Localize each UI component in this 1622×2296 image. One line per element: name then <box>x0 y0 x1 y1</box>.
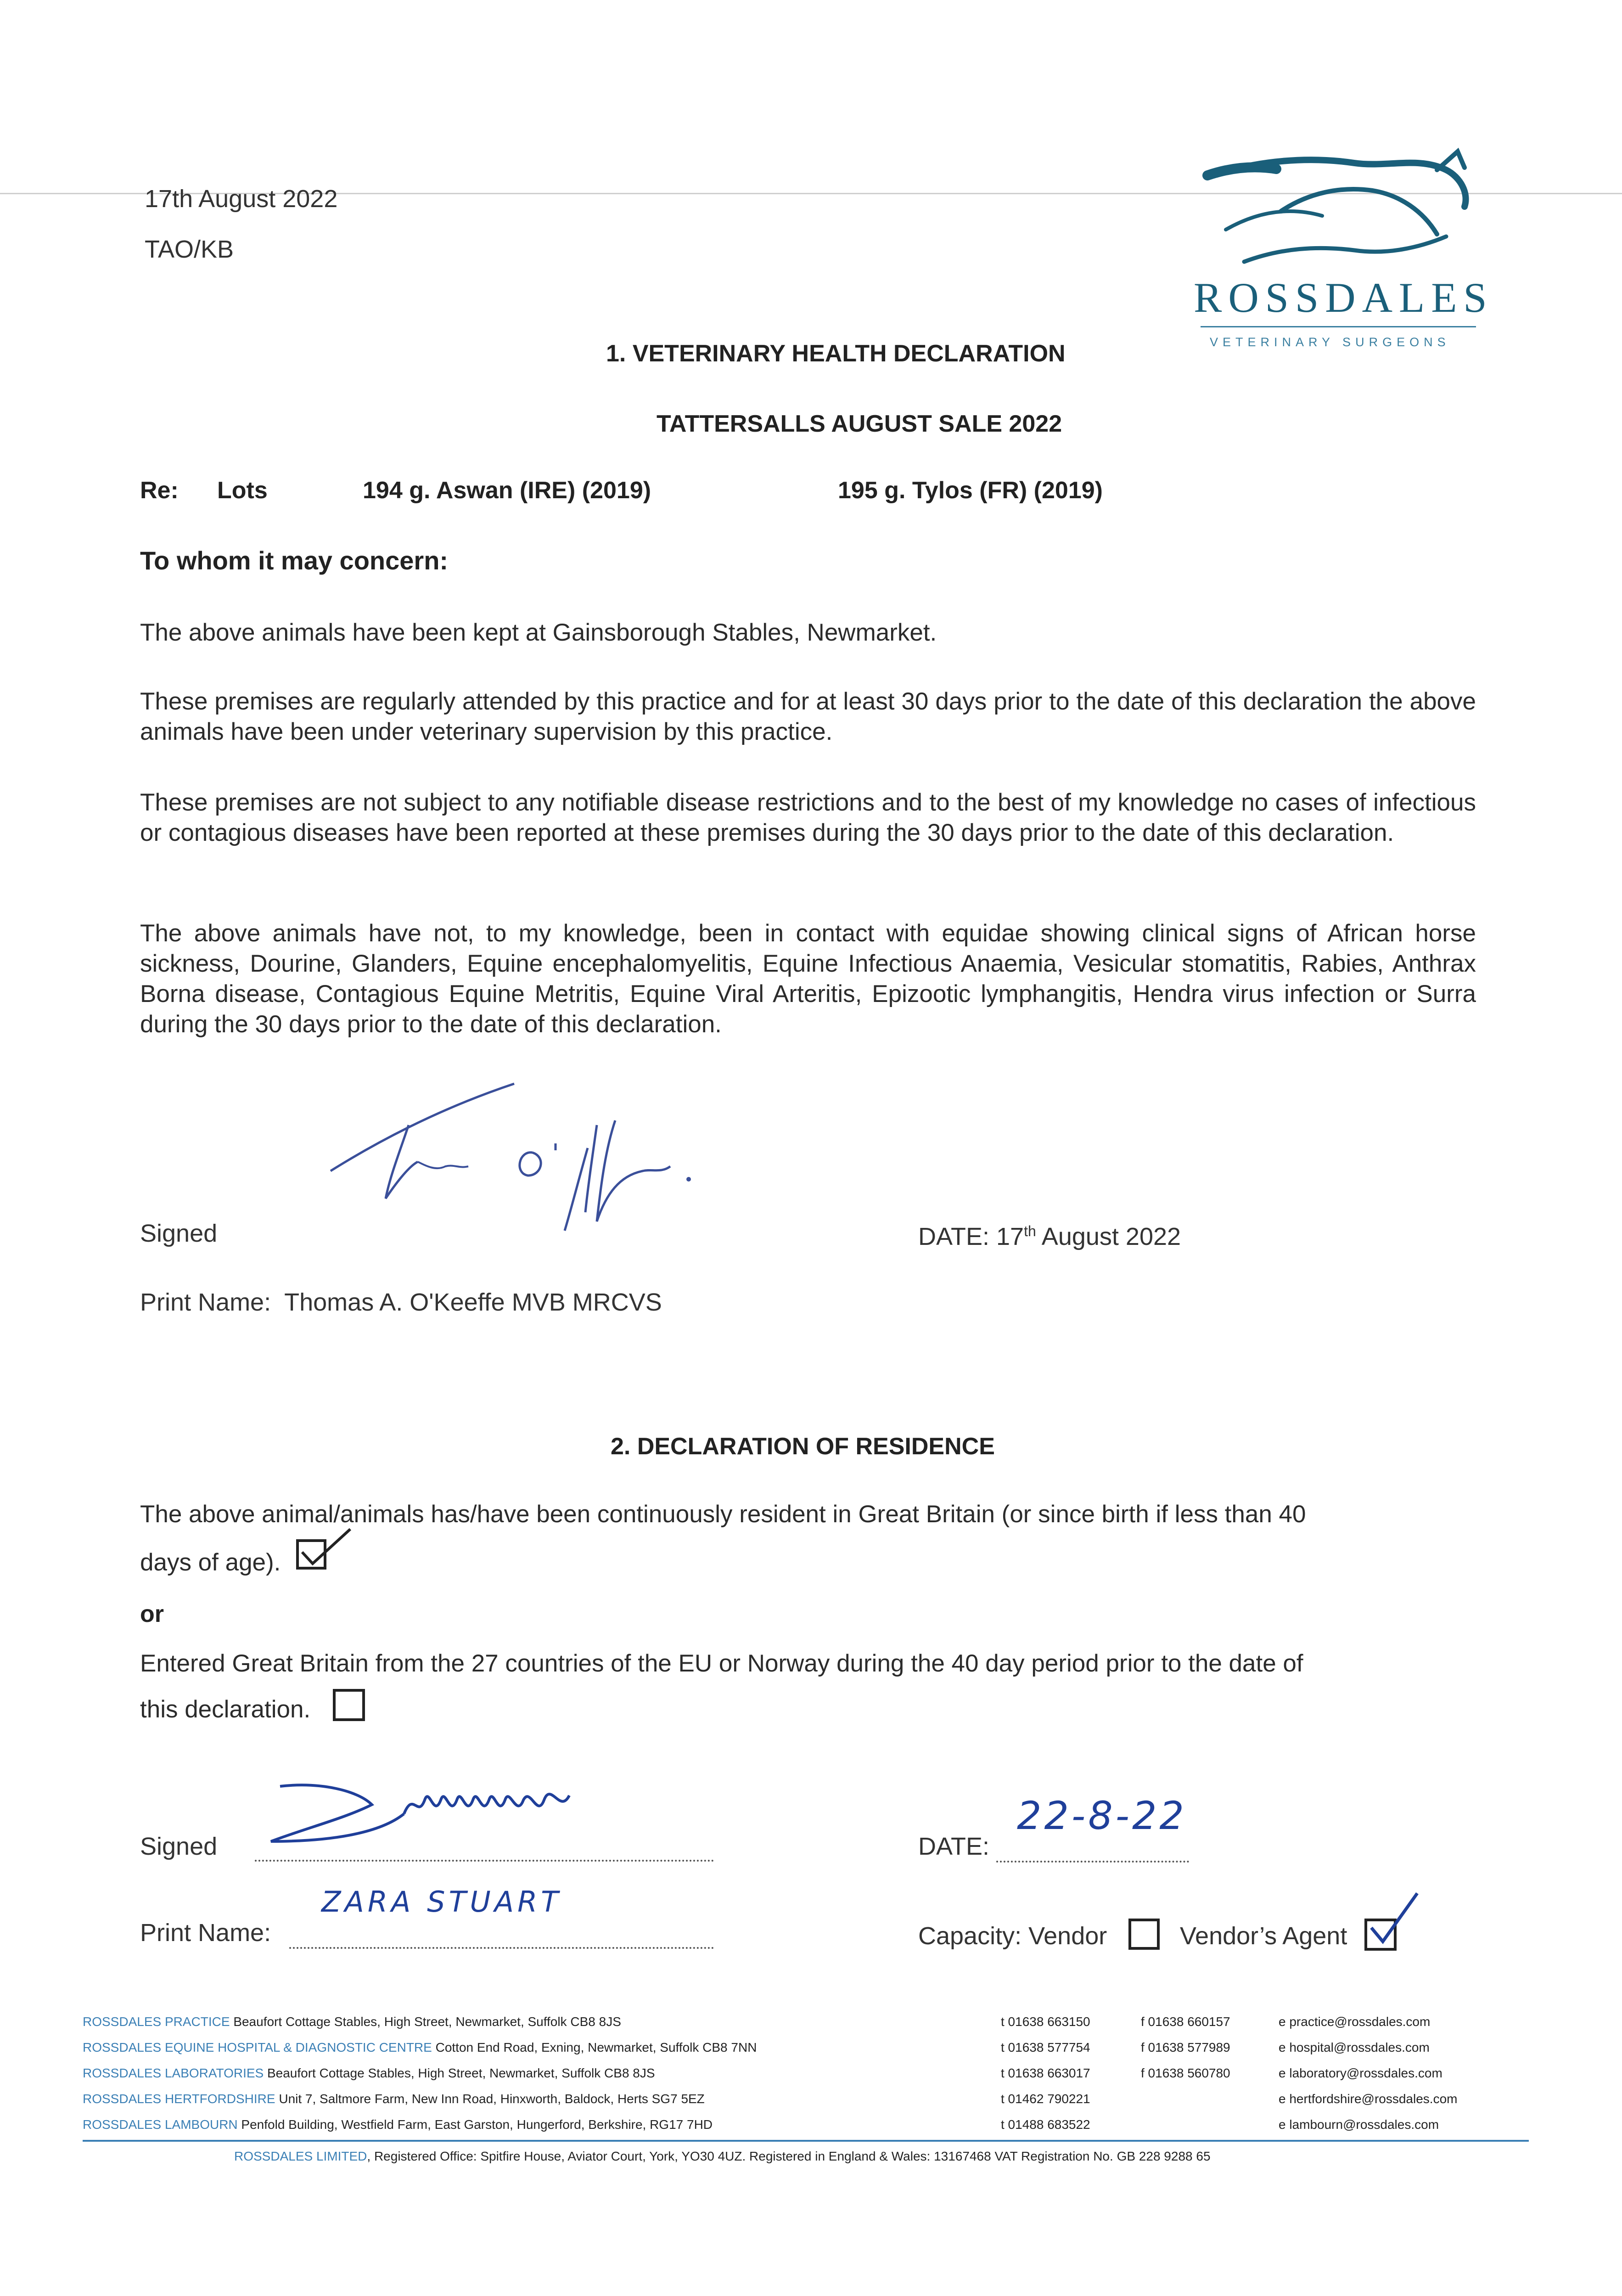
option2-checkbox[interactable] <box>333 1689 365 1721</box>
office-name: ROSSDALES LAMBOURN <box>83 2117 238 2132</box>
section1-print-name <box>140 1288 662 1317</box>
footer-office-row <box>83 2112 1552 2138</box>
office-address: Cotton End Road, Exning, Newmarket, Suffolk CB8 7NN <box>435 2040 757 2054</box>
rossdales-logo <box>1189 142 1493 358</box>
capacity-label: Capacity: Vendor <box>918 1922 1107 1950</box>
office-fax <box>1141 2086 1279 2112</box>
paragraph-restrictions: These premises are not subject to any notifiable disease restrictions and to the best of my knowledge no cases of infectious or contagious diseases have been reported at these premises during the 30 days prior to the date of this declaration. <box>140 789 1476 846</box>
office-email[interactable]: e hertfordshire@rossdales.com <box>1279 2092 1458 2106</box>
section1-title: 1. VETERINARY HEALTH DECLARATION <box>606 340 1066 367</box>
office-fax: f 01638 577989 <box>1141 2040 1230 2054</box>
office-tel: t 01638 577754 <box>1001 2040 1090 2054</box>
re-label: Re: <box>140 477 179 504</box>
office-email[interactable]: e hospital@rossdales.com <box>1279 2040 1430 2054</box>
footer-office-row <box>83 2060 1552 2086</box>
lots-label: Lots <box>217 477 268 504</box>
lot-2: 195 g. Tylos (FR) (2019) <box>838 477 1103 504</box>
section2-date-line <box>996 1861 1189 1863</box>
logo-divider <box>1201 326 1476 327</box>
office-tel: t 01638 663017 <box>1001 2066 1090 2080</box>
option1-checkbox[interactable] <box>296 1539 326 1570</box>
section1-date-day: 17 <box>996 1223 1024 1250</box>
office-name: ROSSDALES HERTFORDSHIRE <box>83 2092 275 2106</box>
section1-date <box>918 1222 1181 1251</box>
section1-date-label: DATE: <box>918 1223 997 1250</box>
logo-wordmark: ROSSDALES <box>1194 274 1493 321</box>
office-email[interactable]: e lambourn@rossdales.com <box>1279 2117 1439 2132</box>
registration-details: , Registered Office: Spitfire House, Aviator Court, York, YO30 4UZ. Registered in England & Wales: 13167468 VAT Registration No. GB 228 9288 65 <box>367 2149 1211 2163</box>
section1-print-name-label: Print Name: <box>140 1289 271 1316</box>
option1-text-line1: The above animal/animals has/have been continuously resident in Great Britain (or since birth if less than 40 <box>140 1501 1306 1528</box>
paragraph-premises: The above animals have been kept at Gainsborough Stables, Newmarket. <box>140 619 937 646</box>
office-fax <box>1141 2112 1279 2138</box>
footer-rule <box>83 2140 1529 2142</box>
footer-offices <box>83 2009 1552 2138</box>
option2-text-line2: this declaration. <box>140 1696 311 1723</box>
section1-print-name-value: Thomas A. O'Keeffe MVB MRCVS <box>284 1289 662 1316</box>
logo-tagline: VETERINARY SURGEONS <box>1210 335 1450 349</box>
section1-subtitle: TATTERSALLS AUGUST SALE 2022 <box>657 411 1062 437</box>
footer-office-row <box>83 2035 1552 2060</box>
section2-date-label: DATE: <box>918 1833 990 1860</box>
section2-handwritten-date: 22-8-22 <box>1017 1793 1187 1838</box>
option1-text-line2: days of age). <box>140 1549 281 1576</box>
footer-registration <box>234 2144 1211 2169</box>
footer-office-row <box>83 2086 1552 2112</box>
section2-signed-label: Signed <box>140 1833 218 1860</box>
section1-date-rest: August 2022 <box>1036 1223 1181 1250</box>
office-address: Beaufort Cottage Stables, High Street, Newmarket, Suffolk CB8 8JS <box>267 2066 655 2080</box>
checkmark-icon <box>300 1525 355 1570</box>
horse-logo-icon <box>1189 142 1483 280</box>
agent-signature <box>266 1773 597 1860</box>
section2-print-name-label: Print Name: <box>140 1919 271 1947</box>
paragraph-supervision: These premises are regularly attended by this practice and for at least 30 days prior to the date of this declaration the above animals have been under veterinary supervision by this practice. <box>140 688 1476 745</box>
letter-reference: TAO/KB <box>145 236 234 263</box>
agent-label: Vendor’s Agent <box>1180 1922 1347 1950</box>
office-fax: f 01638 560780 <box>1141 2066 1230 2080</box>
footer-office-row <box>83 2009 1552 2035</box>
office-address: Unit 7, Saltmore Farm, New Inn Road, Hinxworth, Baldock, Herts SG7 5EZ <box>279 2092 705 2106</box>
vendor-checkbox[interactable] <box>1128 1919 1160 1950</box>
section2-handwritten-name: ZARA STUART <box>321 1885 562 1919</box>
office-tel: t 01488 683522 <box>1001 2117 1090 2132</box>
lot-1: 194 g. Aswan (IRE) (2019) <box>363 477 651 504</box>
office-name: ROSSDALES LABORATORIES <box>83 2066 264 2080</box>
salutation: To whom it may concern: <box>140 546 449 575</box>
company-name: ROSSDALES LIMITED <box>234 2149 367 2163</box>
office-name: ROSSDALES PRACTICE <box>83 2015 230 2029</box>
office-email[interactable]: e laboratory@rossdales.com <box>1279 2066 1442 2080</box>
section2-print-name-line <box>289 1947 714 1949</box>
vet-signature <box>321 1075 735 1249</box>
office-fax: f 01638 660157 <box>1141 2015 1230 2029</box>
letter-date: 17th August 2022 <box>145 185 338 213</box>
section2-signature-line <box>255 1860 714 1862</box>
office-tel: t 01638 663150 <box>1001 2015 1090 2029</box>
office-address: Beaufort Cottage Stables, High Street, Newmarket, Suffolk CB8 8JS <box>233 2015 621 2029</box>
office-address: Penfold Building, Westfield Farm, East Garston, Hungerford, Berkshire, RG17 7HD <box>241 2117 713 2132</box>
office-tel: t 01462 790221 <box>1001 2092 1090 2106</box>
or-label: or <box>140 1601 164 1627</box>
paragraph-diseases: The above animals have not, to my knowledge, been in contact with equidae showing clinical signs of African horse sickness, Dourine, Glanders, Equine encephalomyelitis, Equine Infectious Anaemia, Vesicular stomatitis, Rabies, Anthrax Borna disease, Contagious Equine Metritis, Equine Viral Arteritis, Epizootic lymphangitis, Hendra virus infection or Surra during the 30 days prior to the date of this declaration. <box>140 920 1476 1038</box>
section2-title: 2. DECLARATION OF RESIDENCE <box>611 1433 995 1460</box>
option2-text-line1: Entered Great Britain from the 27 countries of the EU or Norway during the 40 day period prior to the date of <box>140 1650 1303 1677</box>
checkmark-icon <box>1369 1891 1424 1951</box>
section1-date-suffix: th <box>1024 1223 1036 1239</box>
office-email[interactable]: e practice@rossdales.com <box>1279 2015 1431 2029</box>
section1-signed-label: Signed <box>140 1220 218 1247</box>
agent-checkbox[interactable] <box>1364 1919 1397 1951</box>
office-name: ROSSDALES EQUINE HOSPITAL & DIAGNOSTIC CENTRE <box>83 2040 432 2054</box>
